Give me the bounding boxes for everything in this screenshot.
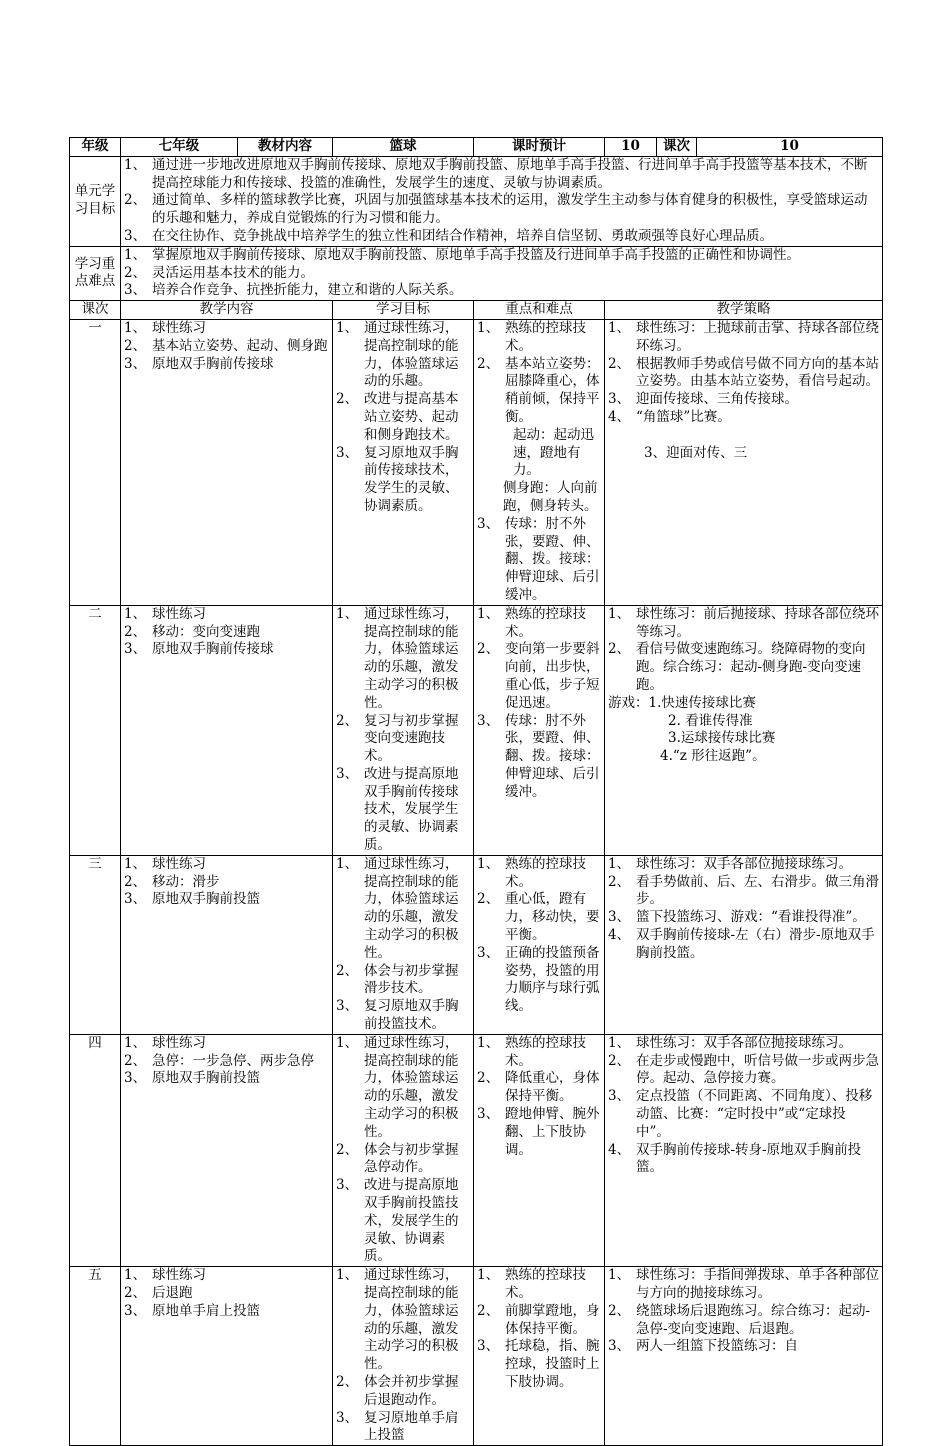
lesson-goals-list — [336, 856, 470, 1034]
list-item — [336, 1267, 470, 1374]
item-text: 游戏：1.快速传接球比赛 — [608, 694, 756, 711]
item-number: 2、 — [608, 641, 631, 658]
item-number: 3、 — [477, 712, 500, 729]
item-text: 球性练习：双手各部位抛接球练习。 — [636, 1034, 852, 1051]
item-number: 3、 — [336, 1177, 359, 1194]
item-text: 降低重心，身体保持平衡。 — [505, 1070, 600, 1105]
item-number: 3、 — [124, 641, 147, 658]
item-text: 掌握原地双手胸前传接球、原地双手胸前投篮、原地单手高手投篮及行进间单手高手投篮的正确性和协调性。 — [152, 246, 800, 263]
lesson-number: 三 — [70, 855, 121, 1034]
item-text: 3、迎面对传、三 — [644, 444, 748, 461]
list-item — [608, 356, 879, 392]
material-label: 教材内容 — [238, 138, 333, 157]
item-text: 蹬地伸臂、腕外翻、上下肢协调。 — [505, 1106, 600, 1158]
item-number: 2、 — [124, 264, 147, 281]
list-item — [608, 927, 879, 963]
item-number: 1、 — [477, 1034, 500, 1051]
item-number: 1、 — [336, 319, 359, 336]
item-text: 绕篮球场后退跑练习。综合练习：起动-急停-变向变速跑、后退跑。 — [636, 1302, 871, 1337]
item-number: 2、 — [608, 1302, 631, 1319]
lesson-content — [121, 1267, 333, 1446]
item-number: 2、 — [336, 1373, 359, 1390]
lesson-strategy — [605, 1267, 883, 1446]
lesson-content — [121, 855, 333, 1034]
list-item — [124, 192, 879, 228]
list-item — [124, 265, 879, 283]
item-number: 3、 — [124, 355, 147, 372]
item-text: 通过球性练习，提高控制球的能力，体验篮球运动的乐趣，激发主动学习的积极性。 — [364, 855, 459, 961]
list-item — [124, 1303, 329, 1321]
list-item — [608, 1035, 879, 1053]
lesson-strategy — [605, 319, 883, 605]
item-number: 3、 — [477, 1338, 500, 1355]
item-text: 侧身跑：人向前跑，侧身转头。 — [503, 480, 598, 514]
item-text: 看手势做前、后、左、右滑步。做三角滑步。 — [636, 873, 879, 908]
item-text: 培养合作竞争、抗挫折能力，建立和谐的人际关系。 — [152, 282, 463, 299]
material-value: 篮球 — [333, 138, 474, 157]
item-text: 正确的投篮预备姿势，投篮的用力顺序与球行弧线。 — [505, 944, 600, 1015]
lesson-row — [70, 319, 883, 605]
grade-label: 年级 — [70, 138, 121, 157]
item-text: 熟练的控球技术。 — [505, 855, 586, 890]
list-item — [608, 606, 879, 642]
list-item — [608, 320, 879, 356]
lesson-strategy-list — [608, 1035, 879, 1177]
item-text: 双手胸前传接球-左（右）滑步-原地双手胸前投篮。 — [636, 927, 875, 961]
lesson-strategy — [605, 1034, 883, 1266]
item-text: 通过进一步地改进原地双手胸前传接球、原地双手胸前投篮、原地单手高手投篮、行进间单手高手投篮等基本技术，不断提高控球能力和传接球、投篮的准确性，发展学生的速度、灵敏与协调素质。 — [152, 156, 868, 191]
item-number: 2、 — [124, 1285, 147, 1301]
list-item — [336, 1177, 470, 1266]
item-text: 球性练习：上抛球前击掌、持球各部位绕环练习。 — [636, 319, 879, 354]
list-item — [608, 1053, 879, 1089]
item-text: 球性练习 — [152, 855, 206, 872]
list-item — [477, 480, 601, 516]
item-number: 2、 — [124, 1052, 147, 1069]
item-number: 3、 — [608, 1338, 631, 1355]
unit-plan-table — [69, 137, 883, 1446]
item-text: 急停：一步急停、两步急停 — [152, 1052, 314, 1069]
item-number: 3、 — [124, 282, 147, 299]
item-text: 体会与初步掌握急停动作。 — [364, 1141, 459, 1176]
item-text: 托球稳，指、腕控球，投篮时上下肢协调。 — [505, 1338, 600, 1390]
item-text: 球性练习 — [152, 605, 206, 622]
item-number: 3、 — [477, 515, 500, 532]
list-item — [608, 641, 879, 694]
list-item — [336, 1035, 470, 1142]
list-item — [608, 748, 879, 766]
item-number: 3、 — [608, 391, 631, 408]
item-number: 1、 — [124, 156, 147, 173]
list-item — [336, 766, 470, 855]
item-text: 球性练习：手指间弹拨球、单手各种部位与方向的抛接球练习。 — [636, 1267, 879, 1301]
item-number: 1、 — [608, 1034, 631, 1051]
lesson-goals-list — [336, 1267, 470, 1445]
item-number: 3、 — [336, 765, 359, 782]
list-item — [124, 624, 329, 642]
lesson-strategy-list — [608, 1267, 879, 1356]
item-number: 2、 — [336, 962, 359, 979]
item-text: 改进与提高基本站立姿势、起动和侧身跑技术。 — [364, 391, 459, 443]
list-item — [477, 641, 601, 712]
item-number: 1、 — [124, 246, 147, 263]
item-number: 1、 — [124, 605, 147, 622]
item-text: 变向第一步要斜向前，出步快，重心低，步子短促迅速。 — [505, 641, 600, 711]
item-number: 1、 — [608, 855, 631, 872]
list-item — [124, 606, 329, 624]
lesson-value: 10 — [697, 138, 883, 157]
item-text: 迎面传接球、三角传接球。 — [636, 391, 798, 408]
lesson-keypoints — [474, 319, 605, 605]
item-text: 灵活运用基本技术的能力。 — [152, 264, 314, 281]
item-number: 2、 — [608, 873, 631, 890]
lesson-strategy — [605, 605, 883, 855]
lesson-keypoints-list — [477, 606, 601, 802]
lesson-number: 二 — [70, 605, 121, 855]
lesson-keypoints-list — [477, 856, 601, 1016]
hours-label: 课时预计 — [474, 138, 605, 157]
item-text: 改进与提高原地双手胸前传接球技术，发展学生的灵敏、协调素质。 — [364, 765, 459, 854]
lesson-content-list — [124, 606, 329, 659]
lesson-goals — [333, 1267, 474, 1446]
item-number: 3、 — [124, 1070, 147, 1087]
lesson-keypoints — [474, 1034, 605, 1266]
item-text: 传球：肘不外张，要蹬、伸、翻、拨。接球：伸臂迎球、后引缓冲。 — [505, 712, 600, 800]
lesson-number: 五 — [70, 1267, 121, 1446]
item-text: 改进与提高原地双手胸前投篮技术，发展学生的灵敏、协调素质。 — [364, 1177, 459, 1265]
list-item — [477, 516, 601, 605]
list-item — [336, 606, 470, 713]
item-number: 3、 — [336, 444, 359, 461]
list-item — [336, 1374, 470, 1410]
list-item — [477, 1267, 601, 1303]
keypoints-label: 学习重点难点 — [70, 246, 121, 300]
lesson-strategy-list — [608, 606, 879, 766]
list-item — [608, 1303, 879, 1339]
lesson-keypoints-list — [477, 320, 601, 605]
grade-value: 七年级 — [121, 138, 238, 157]
col-strategy: 教学策略 — [605, 301, 883, 320]
item-text: 原地双手胸前投篮 — [152, 1070, 260, 1087]
item-number: 4、 — [608, 1141, 631, 1158]
list-item — [608, 1142, 879, 1178]
lesson-content-list — [124, 320, 329, 373]
list-item — [124, 856, 329, 874]
list-item — [608, 730, 879, 748]
list-item — [608, 713, 879, 731]
list-item — [477, 945, 601, 1016]
item-number: 3、 — [336, 998, 359, 1015]
lesson-strategy-list — [608, 320, 879, 463]
list-item — [336, 713, 470, 766]
item-text: 体会并初步掌握后退跑动作。 — [364, 1373, 459, 1408]
item-text: 通过球性练习，提高控制球的能力，体验篮球运动的乐趣。 — [364, 319, 459, 390]
list-item — [124, 356, 329, 374]
lesson-goals-list — [336, 1035, 470, 1266]
lesson-row — [70, 855, 883, 1034]
lesson-goals — [333, 855, 474, 1034]
item-text: 复习原地单手肩上投篮 — [364, 1409, 459, 1444]
item-number: 1、 — [124, 855, 147, 872]
item-text: “角篮球”比赛。 — [636, 408, 731, 425]
list-item — [477, 320, 601, 356]
item-text: 球性练习 — [152, 319, 206, 336]
list-item — [477, 1303, 601, 1339]
item-number: 2、 — [336, 712, 359, 729]
lesson-content — [121, 605, 333, 855]
item-number: 3、 — [336, 1409, 359, 1426]
item-number: 2、 — [477, 891, 500, 908]
list-item — [608, 1088, 879, 1141]
item-text: 球性练习：双手各部位抛接球练习。 — [636, 855, 852, 872]
item-text: 熟练的控球技术。 — [505, 1034, 586, 1069]
item-number: 2、 — [608, 1052, 631, 1069]
item-text: 定点投篮（不同距离、不同角度）、投移动篮、比赛：“定时投中”或“定球投中”。 — [636, 1088, 873, 1140]
list-item — [608, 1338, 879, 1356]
item-text: 基本站立姿势：屈膝降重心，体稍前倾，保持平衡。 — [505, 355, 600, 425]
item-number: 2、 — [336, 1141, 359, 1158]
list-item — [124, 1070, 329, 1088]
item-number: 1、 — [124, 319, 147, 336]
lesson-number: 四 — [70, 1034, 121, 1266]
item-number: 4、 — [608, 927, 631, 944]
item-text: 通过球性练习，提高控制球的能力，体验篮球运动的乐趣，激发主动学习的积极性。 — [364, 1267, 459, 1373]
item-text: 重心低，蹬有力，移动快，要平衡。 — [505, 891, 600, 944]
item-text: 原地双手胸前传接球 — [152, 355, 274, 372]
goals-content — [121, 156, 883, 246]
list-item — [124, 641, 329, 659]
list-item — [336, 391, 470, 444]
item-text: 球性练习 — [152, 1034, 206, 1051]
item-number: 2、 — [477, 1302, 500, 1319]
lesson-goals-list — [336, 320, 470, 516]
lesson-strategy-list — [608, 856, 879, 963]
lesson-goals — [333, 605, 474, 855]
item-text: 两人一组篮下投篮练习：自 — [636, 1338, 798, 1355]
item-number: 1、 — [477, 319, 500, 336]
item-text: 2. 看谁传得准 — [668, 712, 753, 729]
list-item — [124, 247, 879, 265]
lesson-keypoints-list — [477, 1035, 601, 1160]
item-number: 2、 — [124, 623, 147, 640]
item-number: 1、 — [608, 605, 631, 622]
list-item — [124, 228, 879, 246]
item-text: 原地双手胸前传接球 — [152, 641, 274, 658]
list-item — [477, 891, 601, 944]
item-text: 后退跑 — [152, 1285, 193, 1301]
column-header-row — [70, 301, 883, 320]
lesson-keypoints — [474, 855, 605, 1034]
item-number: 1、 — [336, 855, 359, 872]
item-number: 1、 — [608, 319, 631, 336]
goals-label: 单元学习目标 — [70, 156, 121, 246]
list-item — [336, 998, 470, 1034]
item-text: 移动：变向变速跑 — [152, 623, 260, 640]
list-item — [124, 320, 329, 338]
item-text: 双手胸前传接球-转身-原地双手胸前投篮。 — [636, 1141, 862, 1176]
list-item — [477, 713, 601, 802]
item-number: 3、 — [608, 909, 631, 926]
list-item — [608, 856, 879, 874]
item-number: 1、 — [477, 1267, 500, 1284]
item-number: 4、 — [608, 408, 631, 425]
lesson-goals — [333, 319, 474, 605]
list-item — [477, 1338, 601, 1391]
lesson-content-list — [124, 1267, 329, 1320]
item-text: 复习原地双手胸前传接球技术，发学生的灵敏、协调素质。 — [364, 444, 459, 514]
item-text: 基本站立姿势、起动、侧身跑 — [152, 337, 328, 354]
item-number: 1、 — [477, 605, 500, 622]
item-text: 球性练习：前后抛接球、持球各部位绕环等练习。 — [636, 605, 879, 640]
item-number: 1、 — [124, 1267, 147, 1284]
list-item — [477, 1070, 601, 1106]
lesson-goals — [333, 1034, 474, 1266]
list-item — [477, 427, 601, 480]
col-goals: 学习目标 — [333, 301, 474, 320]
lesson-content-list — [124, 1035, 329, 1088]
col-content: 教学内容 — [121, 301, 333, 320]
list-item — [477, 1035, 601, 1071]
item-number: 1、 — [608, 1267, 631, 1284]
item-number: 3、 — [608, 1088, 631, 1105]
lesson-row — [70, 605, 883, 855]
lesson-row — [70, 1034, 883, 1266]
item-number: 2、 — [477, 1070, 500, 1087]
list-item — [124, 282, 879, 300]
goals-list — [124, 157, 879, 246]
col-keypoints: 重点和难点 — [474, 301, 605, 320]
lesson-content — [121, 1034, 333, 1266]
lesson-keypoints — [474, 605, 605, 855]
item-number: 3、 — [477, 1106, 500, 1123]
item-text: 根据教师手势或信号做不同方向的基本站立姿势。由基本站立姿势，看信号起动。 — [636, 355, 879, 390]
item-number: 2、 — [477, 355, 500, 372]
item-number: 2、 — [477, 641, 500, 658]
item-text: 原地单手肩上投篮 — [152, 1302, 260, 1319]
item-text: 熟练的控球技术。 — [505, 1267, 586, 1301]
list-item — [608, 874, 879, 910]
item-number: 1、 — [477, 855, 500, 872]
lesson-strategy — [605, 855, 883, 1034]
item-text: 通过球性练习，提高控制球的能力，体验篮球运动的乐趣，激发主动学习的积极性。 — [364, 605, 459, 711]
keypoints-content — [121, 246, 883, 300]
item-text: 3.运球接传球比赛 — [668, 730, 776, 747]
list-item — [336, 1142, 470, 1178]
lesson-number: 一 — [70, 319, 121, 605]
list-item — [477, 1106, 601, 1159]
list-item — [336, 963, 470, 999]
list-item — [477, 356, 601, 427]
list-item — [336, 320, 470, 391]
item-text: 4.“z 形往返跑”。 — [660, 748, 766, 765]
item-text: 移动：滑步 — [152, 873, 220, 890]
item-number: 3、 — [124, 1302, 147, 1319]
col-lesson: 课次 — [70, 301, 121, 320]
item-text: 复习与初步掌握变向变速跑技术。 — [364, 712, 459, 765]
item-number: 1、 — [124, 1034, 147, 1051]
lesson-content-list — [124, 856, 329, 909]
list-item — [608, 391, 879, 409]
header-row — [70, 138, 883, 157]
item-text: 球性练习 — [152, 1267, 206, 1284]
list-item — [124, 157, 879, 193]
item-number: 1、 — [336, 1267, 359, 1284]
list-item — [336, 1410, 470, 1446]
list-item — [124, 338, 329, 356]
item-text: 篮下投篮练习、游戏：“看谁投得准”。 — [636, 909, 866, 926]
list-item — [124, 891, 329, 909]
goals-row — [70, 156, 883, 246]
item-text: 通过球性练习，提高控制球的能力，体验篮球运动的乐趣，激发主动学习的积极性。 — [364, 1034, 459, 1140]
item-number: 3、 — [124, 891, 147, 908]
list-item — [336, 445, 470, 516]
item-text: 原地双手胸前投篮 — [152, 891, 260, 908]
item-number: 2、 — [336, 391, 359, 408]
keypoints-list — [124, 247, 879, 300]
list-item — [124, 1267, 329, 1285]
item-text: 前脚掌蹬地，身体保持平衡。 — [505, 1302, 600, 1337]
keypoints-row — [70, 246, 883, 300]
list-item — [608, 909, 879, 927]
list-item — [124, 1053, 329, 1071]
lesson-goals-list — [336, 606, 470, 855]
list-item — [124, 1285, 329, 1303]
lesson-keypoints-list — [477, 1267, 601, 1392]
item-text: 通过简单、多样的篮球教学比赛，巩固与加强篮球基本技术的运用，激发学生主动参与体育健身的积极性，享受篮球运动的乐趣和魅力，养成自觉锻炼的行为习惯和能力。 — [152, 192, 868, 227]
lesson-row — [70, 1267, 883, 1446]
hours-value: 10 — [605, 138, 657, 157]
list-item — [608, 445, 879, 463]
list-item — [477, 856, 601, 892]
lesson-label: 课次 — [657, 138, 697, 157]
item-text: 体会与初步掌握滑步技术。 — [364, 962, 459, 997]
list-item — [608, 409, 879, 427]
list-item — [608, 695, 879, 713]
lesson-keypoints — [474, 1267, 605, 1446]
list-item — [124, 874, 329, 892]
item-number: 1、 — [336, 605, 359, 622]
item-text: 熟练的控球技术。 — [505, 319, 586, 354]
list-item — [608, 1267, 879, 1303]
item-text: 起动：起动迅速，蹬地有力。 — [513, 426, 594, 479]
lesson-content — [121, 319, 333, 605]
item-text: 熟练的控球技术。 — [505, 605, 586, 640]
item-number: 3、 — [124, 227, 147, 244]
item-text: 复习原地双手胸前投篮技术。 — [364, 998, 459, 1033]
item-text: 传球：肘不外张，要蹬、伸、翻、拨。接球：伸臂迎球、后引缓冲。 — [505, 515, 600, 603]
item-number: 2、 — [124, 337, 147, 354]
item-text: 在交往协作、竞争挑战中培养学生的独立性和团结合作精神，培养自信坚韧、勇敢顽强等良好心理品质。 — [152, 227, 773, 244]
item-number: 1、 — [336, 1034, 359, 1051]
item-text: 在走步或慢跑中，听信号做一步或两步急停。起动、急停接力赛。 — [636, 1052, 879, 1087]
list-item — [124, 1035, 329, 1053]
item-number: 2、 — [124, 873, 147, 890]
item-number: 3、 — [477, 944, 500, 961]
list-item — [336, 856, 470, 963]
item-text: 看信号做变速跑练习。绕障碍物的变向跑。综合练习：起动-侧身跑-变向变速跑。 — [636, 641, 866, 693]
list-item — [477, 606, 601, 642]
item-number: 2、 — [608, 355, 631, 372]
item-number: 2、 — [124, 192, 147, 209]
